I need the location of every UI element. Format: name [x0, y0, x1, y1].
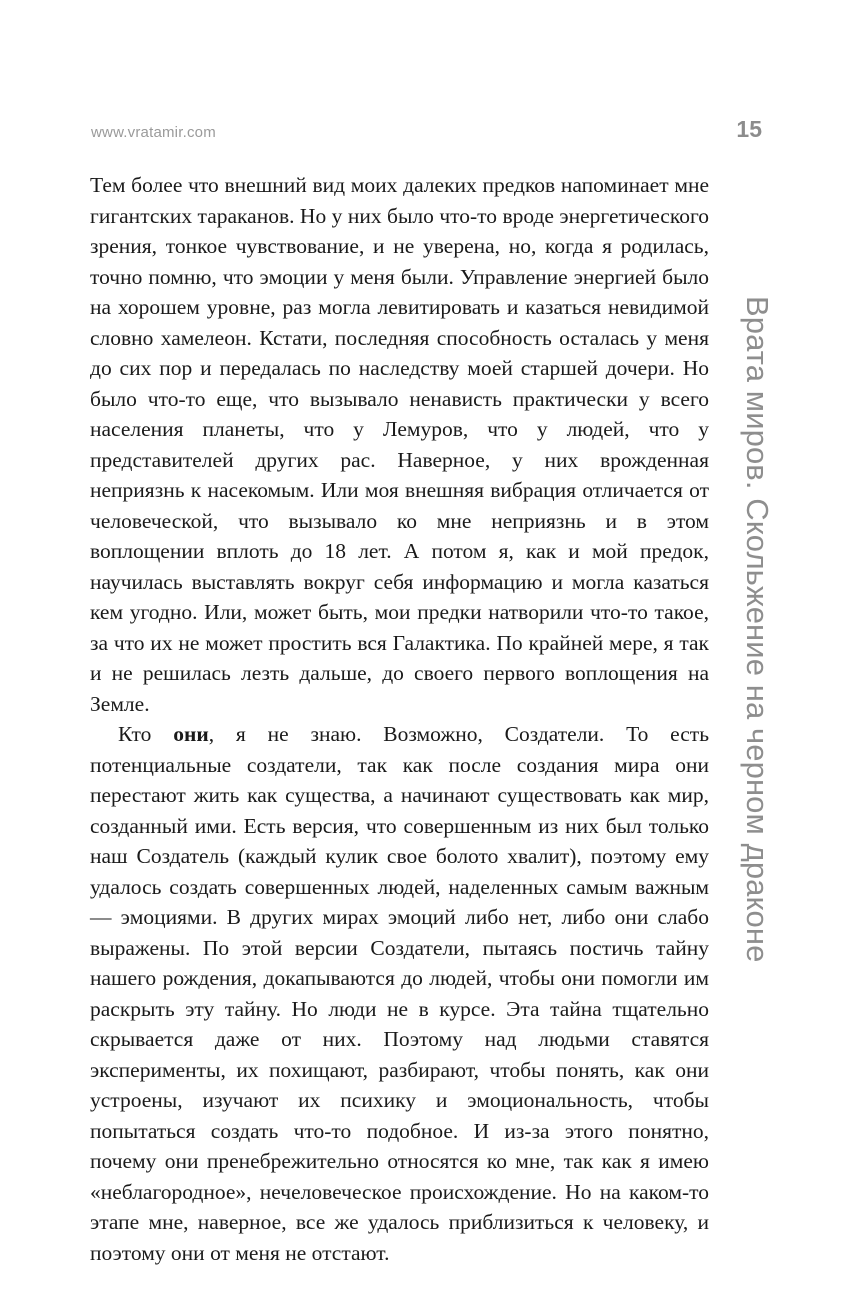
emphasized-word: они	[173, 722, 209, 746]
paragraph-2	[90, 719, 709, 1268]
paragraph-2-lead: Кто	[118, 722, 174, 746]
body-text	[90, 170, 709, 1268]
paragraph-1: Тем более что внешний вид моих далеких предков напоминает мне гигантских тараканов. Но у них было что-то вроде энергетического зрения, тонкое чувствование, и не уверена, но, когда я родилась, точно помню, что эмоции у меня были. Управление энергией было на хорошем уровне, раз могла левитировать и казаться невидимой словно хамелеон. Кстати, последняя способность осталась у меня до сих пор и передалась по наследству моей старшей дочери. Но было что-то еще, что вызывало ненависть практически у всего населения планеты, что у Лемуров, что у людей, что у представителей других рас. Наверное, у них врожденная неприязнь к насекомым. Или моя внешняя вибрация отличается от человеческой, что вызывало ко мне неприязнь и в этом воплощении вплоть до 18 лет. А потом я, как и мой предок, научилась выставлять вокруг себя информацию и могла казаться кем угодно. Или, может быть, мои предки натворили что-то такое, за что их не может простить вся Галактика. По крайней мере, я так и не решилась лезть дальше, до своего первого воплощения на Земле.	[90, 173, 709, 716]
page-number: 15	[736, 116, 762, 142]
book-title-vertical: Врата миров. Скольжение на черном драконе	[740, 296, 775, 963]
site-url: www.vratamir.com	[91, 124, 216, 141]
paragraph-2-text: , я не знаю. Возможно, Создатели. То есть потенциальные создатели, так как после создания мира они перестают жить как существа, а начинают существовать как мир, созданный ими. Есть версия, что совершенным из них был только наш Создатель (каждый кулик свое болото хвалит), поэтому ему удалось создать совершенных людей, наделенных самым важным — эмоциями. В других мирах эмоций либо нет, либо они слабо выражены. По этой версии Создатели, пытаясь постичь тайну нашего рождения, докапываются до людей, чтобы они помогли им раскрыть эту тайну. Но люди не в курсе. Эта тайна тщательно скрывается даже от них. Поэтому над людьми ставятся эксперименты, их похищают, разбирают, чтобы понять, как они устроены, изучают их психику и эмоциональность, чтобы попытаться создать что-то подобное. И из-за этого понятно, почему они пренебрежительно относятся ко мне, так как я имею «неблагородное», нечеловеческое происхождение. Но на каком-то этапе мне, наверное, все же удалось приблизиться к человеку, и поэтому они от меня не отстают.	[90, 722, 709, 1265]
